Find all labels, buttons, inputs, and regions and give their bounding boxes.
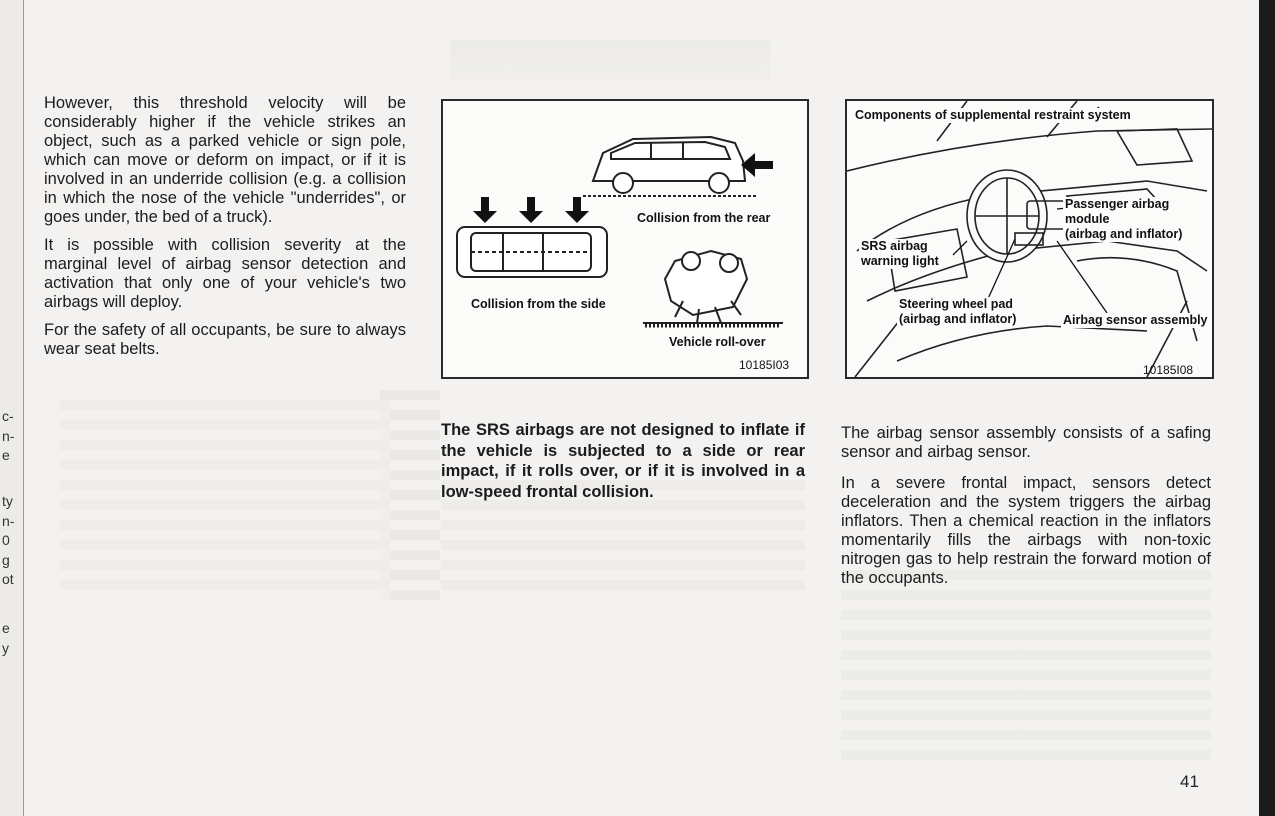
page-number: 41 [1180, 772, 1199, 791]
label-passenger-module [1063, 197, 1212, 242]
margin-fragment: y [2, 640, 9, 656]
right-text-column [841, 424, 1211, 597]
caption-text: The SRS airbags are not designed to inflate if the vehicle is subjected to a side or rear impact, if it rolls over, or if it is involved in a low-speed frontal collision. [441, 421, 805, 501]
paragraph: For the safety of all occupants, be sure to always wear seat belts. [44, 321, 406, 358]
page-edge-shadow [1259, 0, 1275, 816]
side-impact-arrow-icon [519, 197, 543, 223]
paragraph: It is possible with collision severity at the marginal level of airbag sensor detection and activation that only one of your vehicle's two airbags will deploy. [44, 236, 406, 311]
label-roll-over: Vehicle roll-over [669, 335, 766, 349]
label-collision-side: Collision from the side [471, 297, 606, 311]
label-line: SRS airbag [861, 239, 928, 253]
rear-impact-arrow-icon [741, 153, 773, 177]
suv-rollover-drawing [643, 251, 783, 323]
figure-title: Components of supplemental restraint system [855, 108, 1131, 122]
margin-fragment: n- [2, 428, 15, 444]
label-warning-light [859, 239, 941, 269]
margin-fragment: e [2, 447, 10, 463]
paragraph: The airbag sensor assembly consists of a safing sensor and airbag sensor. [841, 424, 1211, 461]
left-text-column [44, 94, 406, 368]
margin-fragment: ot [2, 571, 14, 587]
bleed-through-band [60, 400, 390, 600]
label-line: Passenger airbag module [1065, 197, 1170, 226]
label-line: Steering wheel pad [899, 297, 1013, 311]
margin-fragment: g [2, 552, 10, 568]
suv-side-view-drawing [583, 137, 758, 196]
label-line: warning light [861, 254, 939, 268]
paragraph: However, this threshold velocity will be considerably higher if the vehicle strikes an object, such as a parked vehicle or sign pole, which can move or deform on impact, or if it is involved in an underride collision (e.g. a collision in which the nose of the vehicle "underrides", or goes under, the bed of a truck). [44, 94, 406, 226]
label-line: (airbag and inflator) [899, 312, 1017, 326]
warning-caption [441, 420, 805, 502]
label-steering-wheel-pad [897, 297, 1018, 327]
bleed-through-band [450, 40, 770, 80]
side-impact-arrow-icon [565, 197, 589, 223]
suv-top-view-drawing [457, 227, 607, 277]
side-impact-arrow-icon [473, 197, 497, 223]
label-collision-rear: Collision from the rear [637, 211, 771, 225]
srs-components-figure [845, 99, 1214, 379]
previous-page-edge [0, 0, 24, 816]
figure-code: 10185I08 [1143, 363, 1194, 377]
label-airbag-sensor: Airbag sensor assembly [1063, 313, 1208, 327]
paragraph: In a severe frontal impact, sensors detect deceleration and the system triggers the airbag inflators. Then a chemical reaction in the inflators momentarily fills the airbags with non-toxic nitrogen gas to help restrain the forward motion of the occupants. [841, 474, 1211, 587]
figure-code: 10185I03 [739, 358, 790, 372]
margin-fragment: e [2, 620, 10, 636]
bleed-through-band [841, 570, 1211, 770]
margin-fragment: c- [2, 408, 14, 424]
label-line: (airbag and inflator) [1065, 227, 1183, 241]
margin-fragment: n- [2, 513, 15, 529]
margin-fragment: 0 [2, 532, 10, 548]
margin-fragment: ty [2, 493, 13, 509]
collision-types-figure [441, 99, 809, 379]
